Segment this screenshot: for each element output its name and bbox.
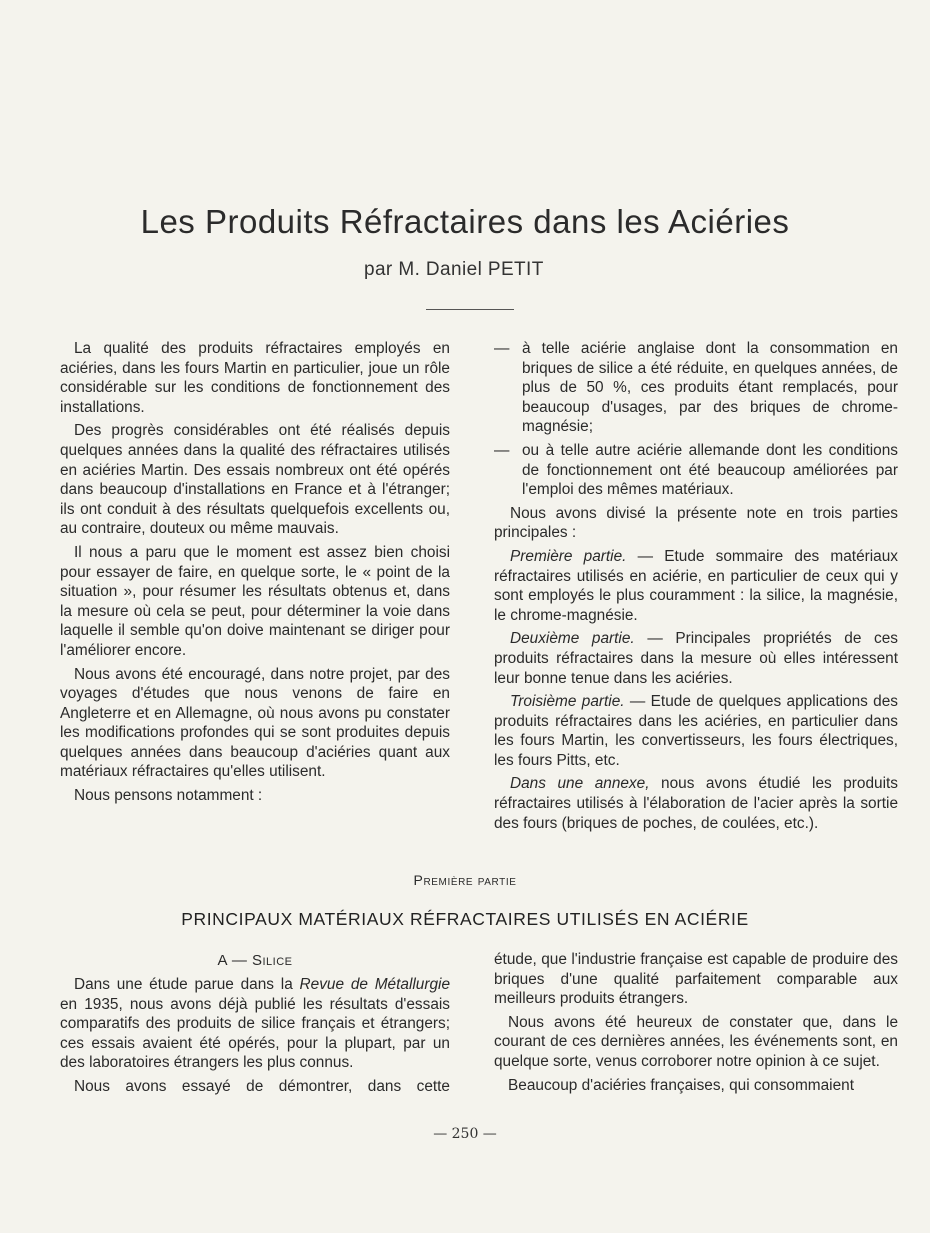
intro-left-column	[60, 339, 450, 810]
paragraph: Nous avons divisé la présente note en trois parties principales :	[494, 504, 898, 542]
silice-left-column	[60, 975, 450, 1101]
intro-right-column	[494, 339, 898, 837]
paragraph: Nous avons été heureux de constater que, dans le courant de ces dernières années, les événements sont, en quelque sorte, venus corroborer notre opinion à ce sujet.	[494, 1013, 898, 1070]
journal-title: Revue de Métallurgie	[299, 976, 450, 993]
article-author: par M. Daniel PETIT	[364, 259, 544, 280]
annex-label: Dans une annexe,	[510, 775, 650, 793]
paragraph: Des progrès considérables ont été réalisés depuis quelques années dans la qualité des réfractaires utilisés en aciéries Martin. Des essais nombreux ont été opérés dans beaucoup d'installations en France et à l'étranger; ils ont conduit à des résultats quelquefois excellents ou, au contraire, douteux ou même mauvais.	[60, 422, 450, 538]
list-item-text: à telle aciérie anglaise dont la consommation en briques de silice a été réduite, en quelques années, de plus de 50 %, ces produits étant remplacés, pour beaucoup d'usages, par des briques de chrome-magnésie;	[522, 340, 898, 436]
dash-marker: —	[494, 340, 510, 357]
paragraph: étude, que l'industrie française est capable de produire des briques d'une qualité parfaitement comparable aux meilleurs produits étrangers.	[494, 951, 898, 1008]
subsection-heading: A — Silice	[217, 952, 293, 969]
article-title: Les Produits Réfractaires dans les Aciéries	[140, 203, 790, 240]
part-one-label: Première partie.	[510, 547, 627, 565]
part-two-summary	[494, 629, 898, 688]
list-item	[494, 339, 898, 437]
page-number: — 250 —	[433, 1126, 497, 1142]
paragraph: Beaucoup d'aciéries françaises, qui consommaient	[508, 1076, 854, 1094]
paragraph: Nous pensons notamment :	[74, 787, 263, 805]
part-three-summary	[494, 692, 898, 770]
part-two-text: — Principales propriétés de ces produits réfractaires dans la mesure où elles intéressent leur bonne tenue dans les aciéries.	[494, 630, 899, 687]
list-item	[494, 441, 898, 500]
annex-summary	[494, 774, 898, 833]
paragraph: Nous avons été encouragé, dans notre projet, par des voyages d'études que nous venons de faire en Angleterre et en Allemagne, où nous avons pu constater les modifications profondes qui se sont produites depuis quelques années dans beaucoup d'aciéries quant aux matériaux réfractaires qu'elles utilisent.	[60, 665, 450, 781]
annex-text: nous avons étudié les produits réfractaires utilisés à l'élaboration de l'acier après la sortie des fours (briques de poches, de coulées, etc.).	[494, 775, 898, 832]
part-one-summary	[494, 547, 898, 625]
paragraph: Nous avons essayé de démontrer, dans cette	[74, 1077, 450, 1095]
part-two-label: Deuxième partie.	[510, 630, 635, 648]
part-one-text: — Etude sommaire des matériaux réfractaires utilisés en aciérie, en particulier de ceux qui y sont employés le plus couramment : la silice, la magnésie, le chrome-magnésie.	[494, 547, 898, 624]
paragraph: La qualité des produits réfractaires employés en aciéries, dans les fours Martin en particulier, joue un rôle considérable sur les conditions de fonctionnement des installations.	[60, 340, 450, 416]
dash-marker: —	[494, 441, 510, 459]
paragraph: Dans une étude parue dans la Revue de Métallurgie en 1935, nous avons déjà publié les résultats d'essais comparatifs des produits de silice français et étrangers; ces essais avaient été opérés, pour la plupart, par un des laboratoires étrangers les plus connus.	[60, 976, 450, 1072]
list-item-text: ou à telle autre aciérie allemande dont les conditions de fonctionnement ont été beaucoup améliorées par l'emploi des mêmes matériaux.	[522, 441, 898, 499]
title-divider	[426, 309, 514, 310]
section-heading: PRINCIPAUX MATÉRIAUX RÉFRACTAIRES UTILISÉS EN ACIÉRIE	[181, 909, 749, 929]
silice-right-column	[494, 950, 898, 1099]
paragraph: Il nous a paru que le moment est assez bien choisi pour essayer de faire, en quelque sorte, le « point de la situation », pour résumer les résultats obtenus et, dans la mesure où cela se peut, pour déterminer la voie dans laquelle il semble qu'on doive maintenant se diriger pour l'améliorer encore.	[60, 543, 450, 659]
part-label: Première partie	[413, 872, 517, 888]
part-three-text: — Etude de quelques applications des produits réfractaires dans les aciéries, en particulier dans les fours Martin, les convertisseurs, les fours électriques, les fours Pitts, etc.	[494, 693, 898, 769]
part-three-label: Troisième partie.	[510, 693, 625, 711]
